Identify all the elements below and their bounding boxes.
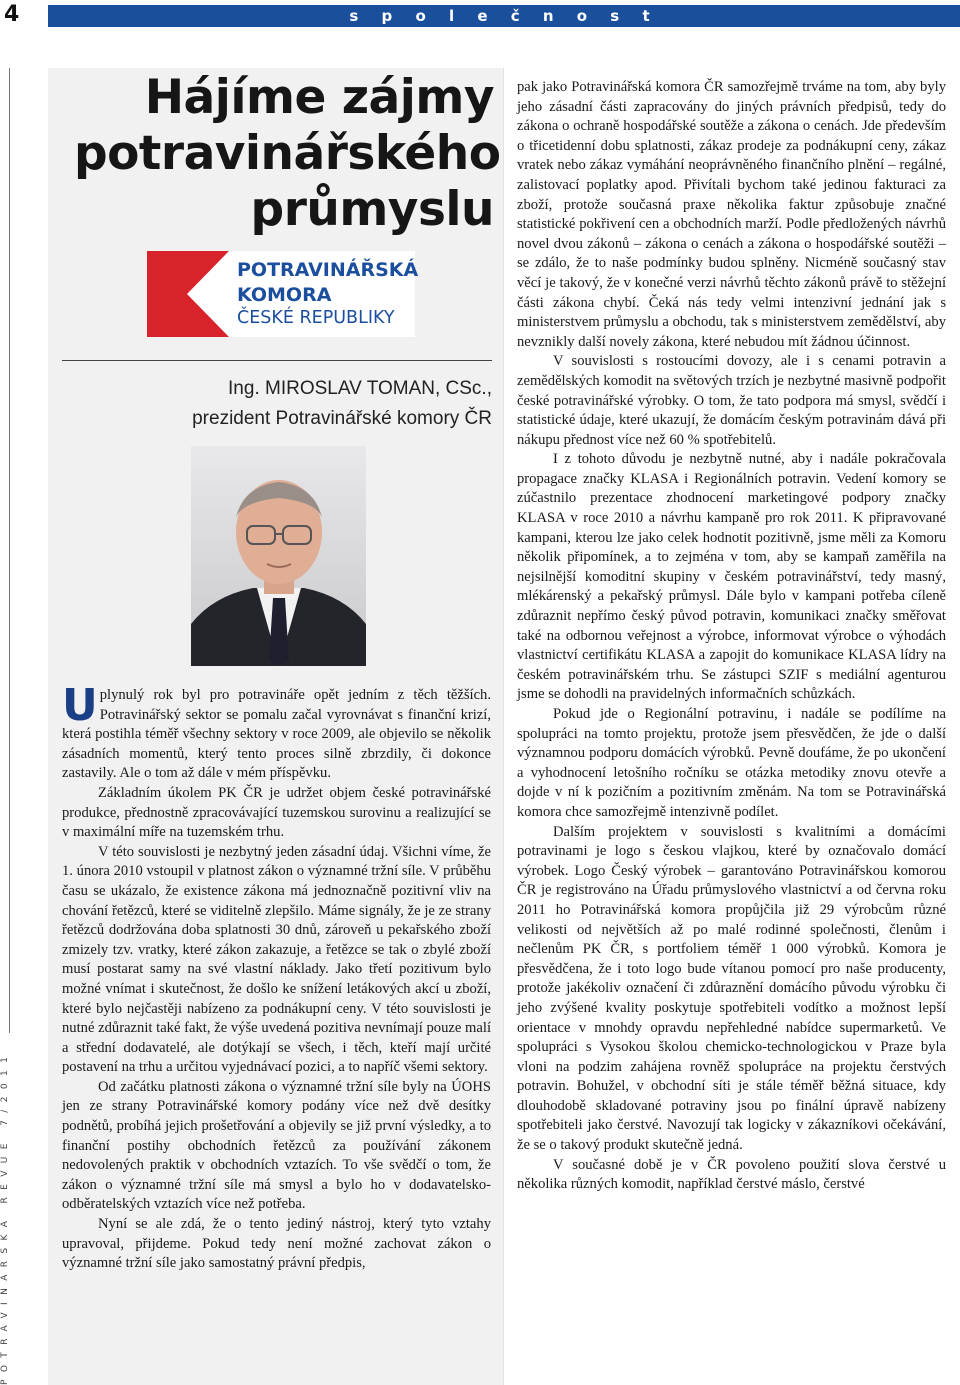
journal-vertical-label: POTRAVINÁŘSKÁ REVUE 7/2011 bbox=[0, 1049, 10, 1385]
page-number: 4 bbox=[4, 2, 20, 27]
paragraph: Dalším projektem v souvislosti s kvalitními a domácími potravinami je logo s českou vlajkou, které by označovalo domácí výrobek. Logo Český výrobek – garantováno Potravinářskou komorou ČR je registrováno na Úřadu průmyslového vlastnictví a od června roku 2011 ho Potravinářská komora propůjčila již 29 výrobcům různé velikosti od největších až po malé rodinné společnosti, členům i nečlenům PK ČR, s portfoliem téměř 1 000 výrobků. Komora je přesvědčena, že i toto logo bude vítanou pomocí pro naše producenty, protože jakékoliv označení či zdůraznění domácího původu výrobku či jeho zvýšené kvality poskytuje spotřebiteli vodítko a možnost lepší orientace v mnohdy opravdu nepřehledné nabídce supermarketů. Ve spolupráci s Vysokou školou chemicko-technologickou v Praze byla vloni na podzim zahájena rovněž spolupráce na projektu čerstvých potravin. Bohužel, v obchodní síti je stále téměř běžná situace, kdy dlouhodobě skladované potraviny jsou po finální úpravě nabízeny spotřebiteli jako čerstvé. Navozují tak logicky v zákazníkovi očekávání, že se o takový produkt skutečně jedná. bbox=[517, 823, 946, 1154]
logo-text-line-3: ČESKÉ REPUBLIKY bbox=[237, 308, 395, 328]
drop-cap: U bbox=[62, 680, 98, 731]
author-portrait bbox=[191, 446, 366, 666]
paragraph bbox=[62, 680, 491, 784]
paragraph: I z tohoto důvodu je nezbytně nutné, aby i nadále pokračovala propagace značky KLASA i Regionálních potravin. Vedení komory se zúčastnilo prezentace zhodnocení marketingové podpory značky KLASA v roce 2010 a návrhu kampaně pro rok 2011. K připravované kampani, kterou lze jako celek hodnotit pozitivně, jsme měli za Komoru několik připomínek, a to zejména v tom, aby se kampaň zaměřila na nejsilnější komoditní skupiny v českém potravinářství, tedy masný, mlékárenský a pekařský průmysl. Dále bylo v kampani potřeba cíleně zdůraznit nepřímo český původ potravin, komunikaci značky směřovat také na odbornou veřejnost a výrobce, informovat výrobce o výhodách vlastnictví certifikátu KLASA a zapojit do komunikace KLASA lídry na českém potravinářském trhu. Se zástupci SZIF s mediální agenturou jsme se dohodli na pravidelných informačních schůzkách. bbox=[517, 451, 946, 703]
article-column-left bbox=[62, 680, 491, 1274]
headline-line-2: potravinářského bbox=[74, 126, 501, 181]
article-headline bbox=[74, 70, 501, 238]
author-photo bbox=[191, 446, 366, 666]
author-name: Ing. MIROSLAV TOMAN, CSc., bbox=[228, 378, 492, 399]
article-column-right bbox=[517, 78, 946, 1195]
author-byline bbox=[72, 374, 492, 434]
headline-line-1: Hájíme zájmy bbox=[144, 70, 494, 125]
section-header: s p o l e č n o s t bbox=[48, 5, 960, 27]
logo-text-line-2: KOMORA bbox=[237, 284, 332, 306]
logo-text-line-1: POTRAVINÁŘSKÁ bbox=[237, 259, 419, 281]
paragraph-text: plynulý rok byl pro potravináře opět jedním z těch těžších. Potravinářský sektor se pomalu začal vyrovnávat s finanční krizí, která postihla téměř všechny sektory v roce 2009, ale objevilo se několik zásadních momentů, který tento proces silně zbrzdily, či dokonce zastavily. Ale o tom až dále v mém příspěvku. bbox=[62, 687, 491, 782]
paragraph: pak jako Potravinářská komora ČR samozřejmě trváme na tom, aby byly jeho zásadní části zapracovány do jiných právních předpisů, tedy do zákona o ochraně hospodářské soutěže a zákona o cenách. Jde především o třicetidenní dobu splatnosti, zákaz prodeje za podnákupní ceny, zákaz vratek nebo zákaz vymáhání neoprávněného finančního plnění – regálné, zalistovací poplatky apod. Přivítali bychom také jedinou fakturaci za zboží, protože současná praxe několika faktur způsobuje značné statistické pokřivení cen a obchodních marží. Podle předložených návrhů novel dvou zákonů – zákona o cenách a zákona o hospodářské soutěži – se zdálo, že to naše podmínky budou splněny. Nicméně současný stav věcí je takový, že v konečné verzi návrhů těchto zákonů právě to stěžejní části zákona chybí. Čeká nás tedy velmi intenzivní jednání jak s ministerstvem průmyslu a obchodu, tak s ministerstvem zemědělství, aby nevznikly další novely zákona, které nebudou mít žádnou účinnost. bbox=[517, 79, 946, 350]
paragraph: Nyní se ale zdá, že o tento jediný nástroj, který tyto vztahy upravoval, přijdeme. Pokud tedy není možné zachovat zákon o významné tržní síle jako samostatný právní předpis, bbox=[62, 1216, 491, 1272]
paragraph: Od začátku platnosti zákona o významné tržní síle byly na ÚOHS jen ze strany Potravinářské komory podány více než dvě desítky podnětů, probíhá jejich prošetřování a objevily se již první výsledky, a to finanční postihy obchodních řetězců za používání zákonem nedovolených praktik v obchodních vztazích. To vše svědčí o tom, že zákon o významné tržní síle má smysl a bylo ho v dodavatelsko-odběratelských vztazích více než potřeba. bbox=[62, 1078, 491, 1213]
author-role: prezident Potravinářské komory ČR bbox=[192, 408, 492, 429]
paragraph: Pokud jde o Regionální potravinu, i nadále se podílíme na spolupráci na tomto projektu, protože jsem přesvědčen, že jde o další významnou podporu domácích výrobků. Pevně doufáme, že po ukončení a vyhodnocení letošního ročníku se otázka metodiky znovu otevře a dojde v ní k pozičním a pozitivním změnám. Na tom se Potravinářská komora chce samozřejmě intenzivně podílet. bbox=[517, 706, 946, 820]
paragraph: Základním úkolem PK ČR je udržet objem české potravinářské produkce, přednostně zpracovávající tuzemskou surovinu a realizující se v maximální míře na tuzemském trhu. bbox=[62, 784, 491, 841]
vertical-divider bbox=[9, 68, 10, 1033]
chamber-logo bbox=[147, 251, 419, 337]
paragraph: V současné době je v ČR povoleno použití slova čerstvé u několika různých komodit, například čerstvé máslo, čerstvé bbox=[517, 1156, 946, 1193]
paragraph: V souvislosti s rostoucími dovozy, ale i s cenami potravin a zemědělských komodit na světových trzích je nezbytné masivně podpořit české potravinářské výrobky. O tom, že tato podpora má smysl, svědčí i statistické údaje, které ukazují, že domácím českým potravinám dává při nákupu přednost více než 60 % spotřebitelů. bbox=[517, 353, 946, 448]
headline-line-3: průmyslu bbox=[250, 182, 494, 237]
paragraph: V této souvislosti je nezbytný jeden zásadní údaj. Všichni víme, že 1. února 2010 vstoupil v platnost zákon o významné tržní síle. V průběhu času se ukázalo, že existence zákona má jednoznačně pozitivní vliv na chování řetězců, které se viditelně zlepšilo. Máme signály, že je ze strany řetězců dodržována doba splatnosti 30 dnů, zároveň u pekařského zboží zmizely tzv. vratky, které zákon zakazuje, a řetězce se tak o zbylé zboží musí postarat samy na své vlastní náklady. Jako třetí pozitivum bylo možné vnímat i skutečnost, že došlo ke snížení letákových akcí u zboží, které bylo nejčastěji nabízeno za podnákupní ceny. V této souvislosti je nutné zdůraznit také fakt, že výše uvedená pozitiva nevnímají pouze malí a střední dodavatelé, ale dotýkají se všech, i těch, kteří mají určité postavení na trhu a určitou vyjednávací pozici, a to napříč všemi sektory. bbox=[62, 843, 491, 1076]
byline-rule bbox=[62, 360, 492, 361]
